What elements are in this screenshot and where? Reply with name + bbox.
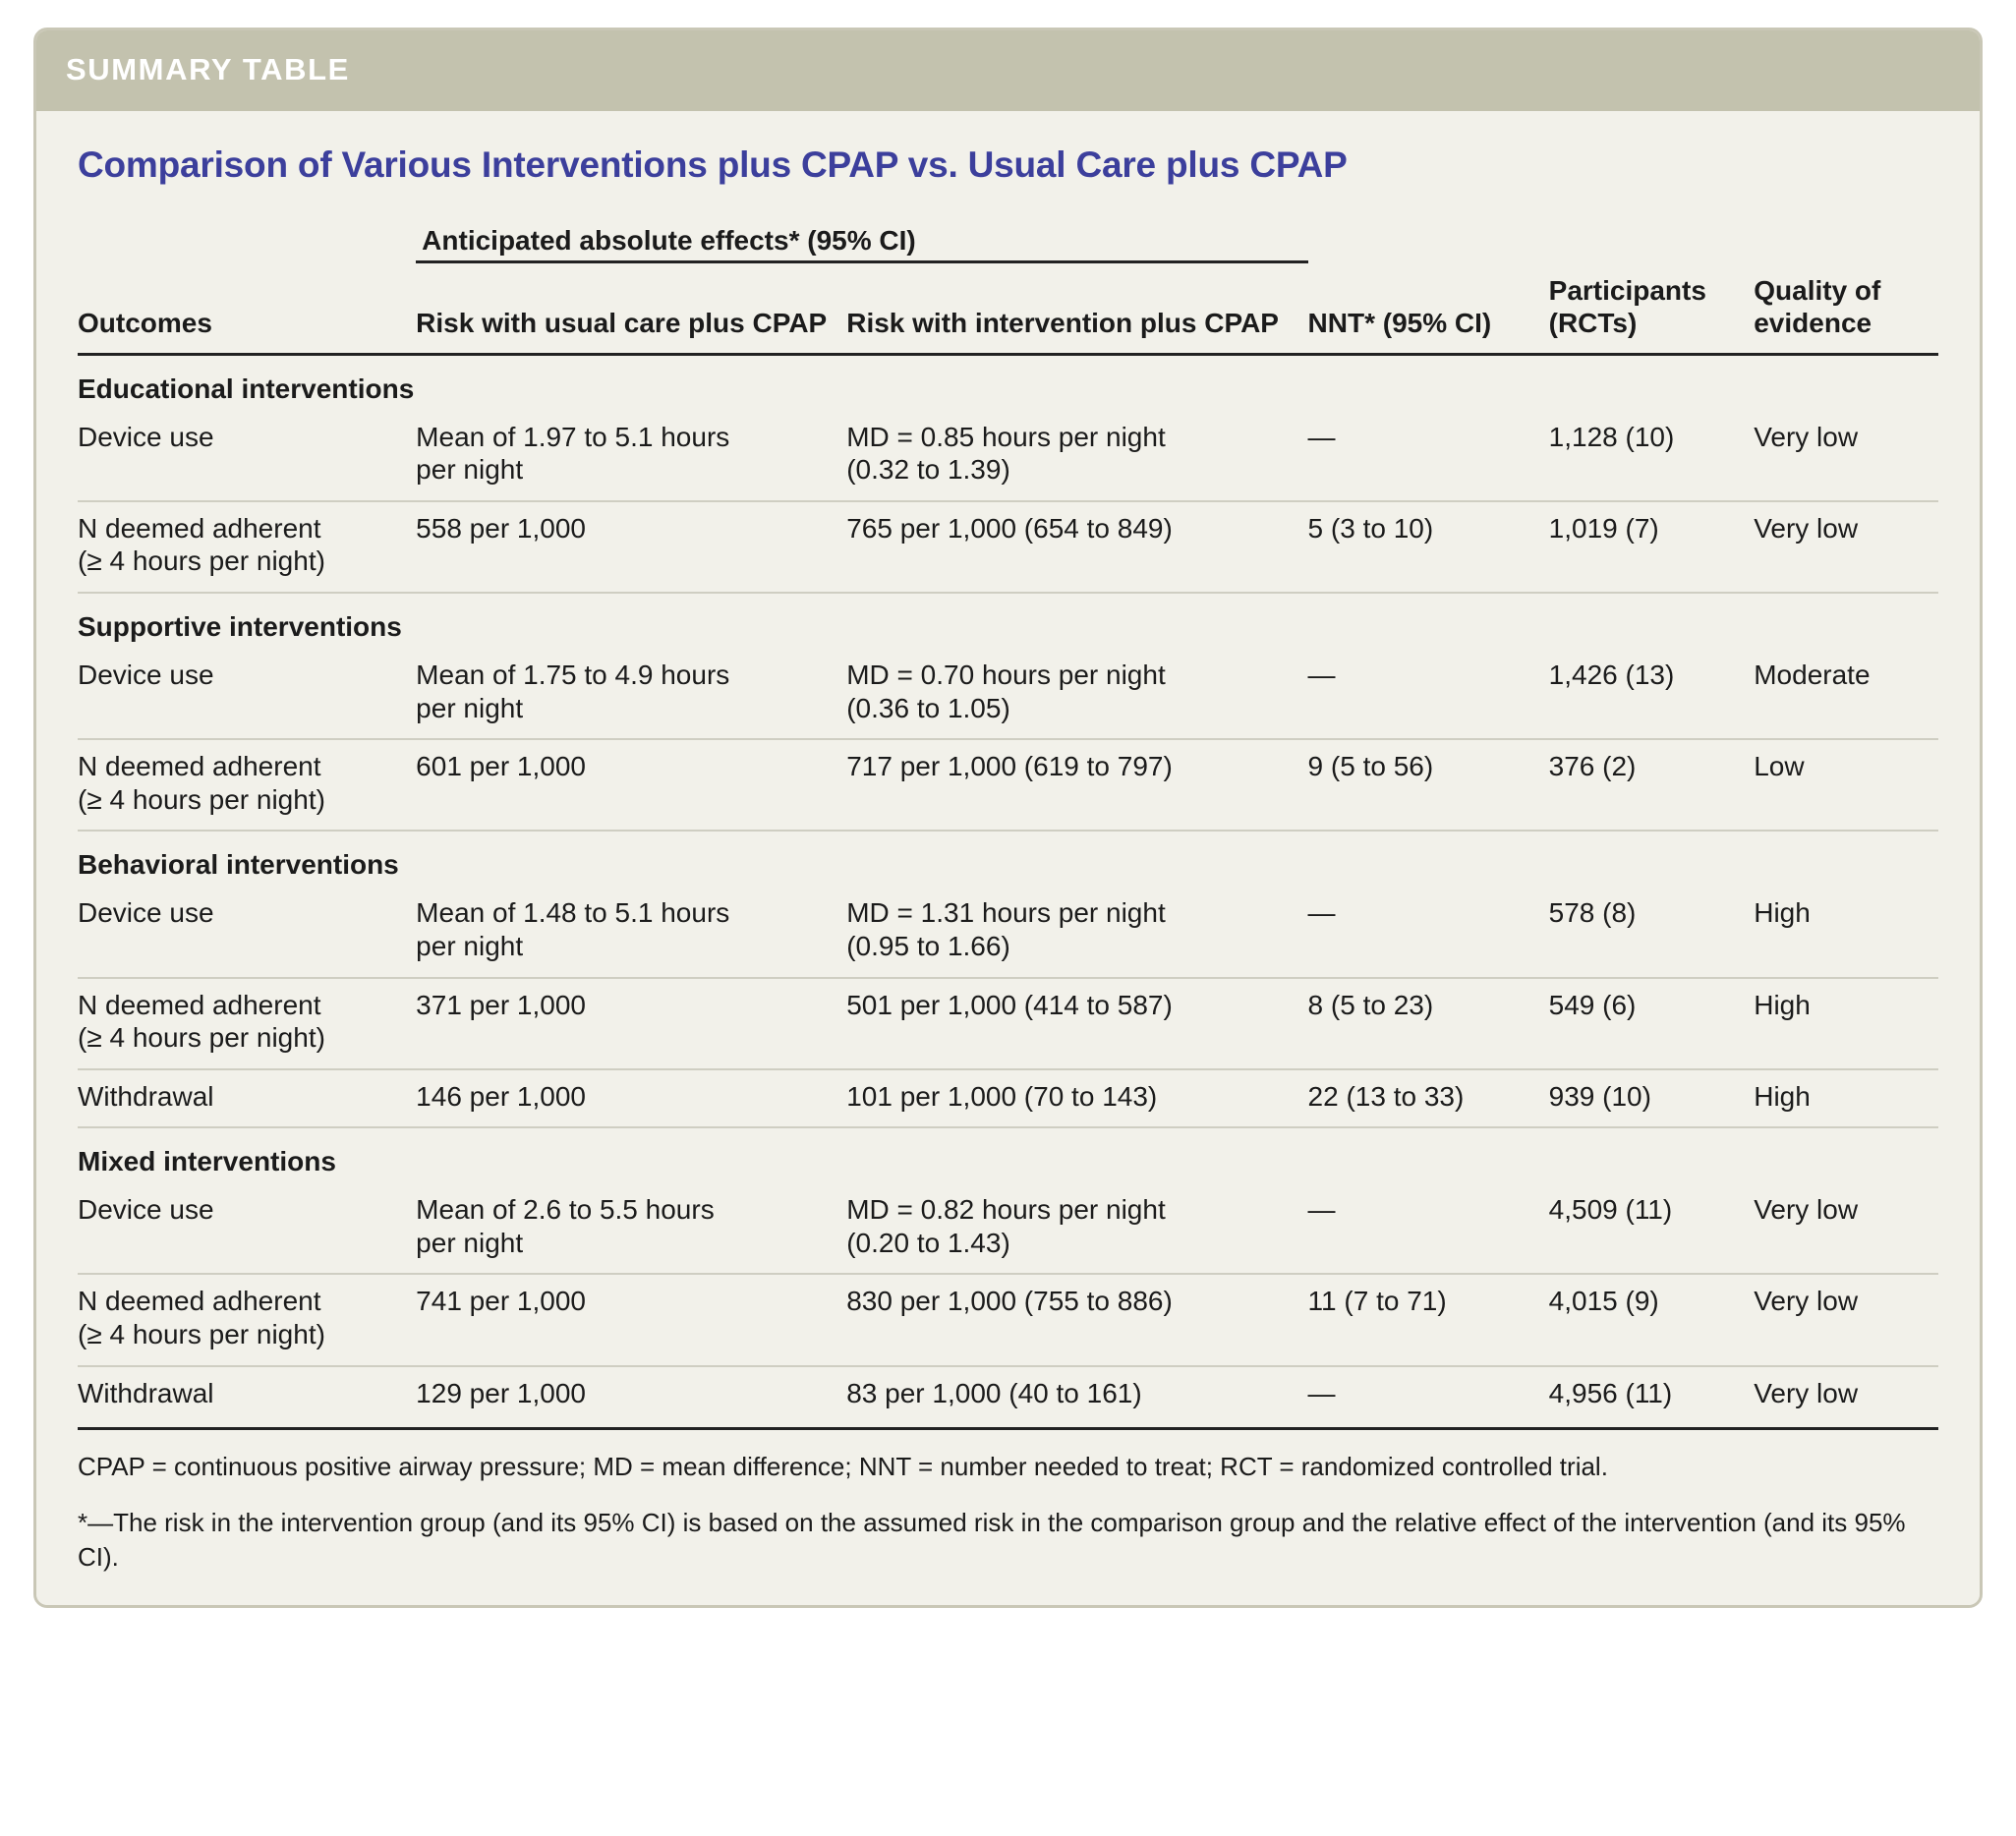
cell-participants: 939 (10)	[1548, 1080, 1651, 1112]
outcome-line2: (≥ 4 hours per night)	[78, 545, 325, 577]
table-row	[78, 501, 1938, 592]
cell-participants: 578 (8)	[1548, 897, 1637, 929]
cell-risk-usual	[416, 501, 846, 592]
cell-quality: Very low	[1754, 512, 1859, 544]
cell-participants: 4,956 (11)	[1548, 1377, 1673, 1408]
outcome-line1: N deemed adherent	[78, 989, 321, 1020]
cell-participants: 1,426 (13)	[1548, 659, 1675, 690]
section-header-row	[78, 593, 1938, 649]
column-header-quality-line2: evidence	[1754, 307, 1872, 338]
page-title: Comparison of Various Interventions plus CPAP vs. Usual Care plus CPAP	[78, 144, 1348, 185]
cell-nnt: 11 (7 to 71)	[1307, 1286, 1447, 1317]
cell-quality: Very low	[1754, 1194, 1859, 1226]
spanner-anticipated-effects: Anticipated absolute effects* (95% CI)	[416, 219, 1307, 262]
table-spanner-row	[78, 219, 1938, 262]
cell-outcome	[78, 1274, 416, 1364]
cell-nnt: —	[1307, 897, 1336, 929]
section-header-row	[78, 354, 1938, 411]
spanner-spacer-3	[1549, 219, 1755, 262]
cell-quality: High	[1754, 989, 1811, 1020]
cell-quality: Very low	[1754, 1286, 1859, 1317]
cell-risk-usual	[416, 411, 846, 500]
abbreviations-note: CPAP = continuous positive airway pressure; MD = mean difference; NNT = number needed to treat; RCT = randomized controlled trial.	[78, 1452, 1608, 1482]
risk-int-line1: 501 per 1,000 (414 to 587)	[846, 989, 1173, 1020]
footnote-asterisk: *—The risk in the intervention group (and its 95% CI) is based on the assumed risk in the comparison group and the relative effect of the intervention (and its 95% CI).	[78, 1508, 1906, 1573]
cell-risk-intervention	[846, 501, 1307, 592]
outcome-line1: N deemed adherent	[78, 512, 321, 544]
cell-participants: 4,509 (11)	[1548, 1194, 1673, 1226]
cell-risk-usual	[416, 887, 846, 976]
table-row	[78, 649, 1938, 738]
outcome-line1: Withdrawal	[78, 1377, 214, 1408]
column-header-quality-line1: Quality of	[1754, 274, 1881, 306]
table-row	[78, 1069, 1938, 1127]
cell-outcome	[78, 1366, 416, 1424]
cell-quality: High	[1754, 897, 1811, 929]
table-row	[78, 739, 1938, 830]
cell-risk-intervention	[846, 411, 1307, 500]
outcome-line1: N deemed adherent	[78, 751, 321, 782]
summary-table-banner	[36, 30, 1980, 111]
outcome-line1: Device use	[78, 897, 214, 929]
section-title: Behavioral interventions	[78, 849, 399, 881]
risk-usual-line1: Mean of 1.97 to 5.1 hours	[416, 421, 730, 452]
cell-risk-intervention	[846, 1274, 1307, 1364]
risk-usual-line2: per night	[416, 692, 524, 723]
cell-quality: Very low	[1754, 1377, 1859, 1408]
spanner-spacer	[78, 219, 416, 262]
risk-usual-line2: per night	[416, 930, 524, 961]
cell-risk-usual	[416, 739, 846, 830]
summary-table-card	[33, 28, 1983, 1608]
banner-label: SUMMARY TABLE	[66, 52, 350, 86]
outcome-line2: (≥ 4 hours per night)	[78, 1022, 325, 1054]
column-header-quality	[1754, 262, 1938, 355]
spanner-spacer-2	[1308, 219, 1549, 262]
risk-usual-line1: 601 per 1,000	[416, 751, 586, 782]
cell-nnt: 9 (5 to 56)	[1307, 751, 1434, 782]
column-header-risk-usual-care: Risk with usual care plus CPAP	[416, 307, 828, 338]
section-title: Mixed interventions	[78, 1146, 336, 1177]
table-row	[78, 411, 1938, 500]
risk-usual-line1: 371 per 1,000	[416, 989, 586, 1020]
table-row	[78, 978, 1938, 1068]
spanner-spacer-4	[1754, 219, 1938, 262]
section-title: Supportive interventions	[78, 610, 402, 642]
cell-nnt: 5 (3 to 10)	[1307, 512, 1434, 544]
cell-outcome	[78, 649, 416, 738]
table-row	[78, 1183, 1938, 1273]
risk-usual-line2: per night	[416, 454, 524, 486]
risk-int-line1: 717 per 1,000 (619 to 797)	[846, 751, 1173, 782]
risk-usual-line1: Mean of 1.48 to 5.1 hours	[416, 897, 730, 929]
risk-int-line1: 101 per 1,000 (70 to 143)	[846, 1080, 1158, 1112]
risk-int-line1: MD = 0.82 hours per night	[846, 1194, 1166, 1226]
risk-int-line2: (0.36 to 1.05)	[846, 692, 1010, 723]
cell-risk-intervention	[846, 1069, 1307, 1127]
cell-risk-usual	[416, 1366, 846, 1424]
cell-quality: Low	[1754, 751, 1805, 782]
outcome-line1: Device use	[78, 1194, 214, 1226]
outcome-line1: Device use	[78, 659, 214, 690]
cell-risk-usual	[416, 649, 846, 738]
column-header-nnt: NNT* (95% CI)	[1307, 307, 1492, 338]
cell-outcome	[78, 1069, 416, 1127]
risk-int-line1: MD = 0.70 hours per night	[846, 659, 1166, 690]
cell-participants: 376 (2)	[1548, 751, 1637, 782]
cell-nnt: 8 (5 to 23)	[1307, 989, 1434, 1020]
cell-nnt: —	[1307, 659, 1336, 690]
risk-usual-line1: Mean of 2.6 to 5.5 hours	[416, 1194, 715, 1226]
risk-int-line1: 830 per 1,000 (755 to 886)	[846, 1286, 1173, 1317]
cell-quality: Moderate	[1754, 659, 1871, 690]
cell-risk-usual	[416, 1274, 846, 1364]
cell-participants: 1,128 (10)	[1548, 421, 1675, 452]
cell-risk-intervention	[846, 1183, 1307, 1273]
risk-usual-line2: per night	[416, 1227, 524, 1258]
cell-outcome	[78, 739, 416, 830]
section-header-row	[78, 1127, 1938, 1183]
table-footer	[78, 1427, 1938, 1575]
cell-outcome	[78, 978, 416, 1068]
risk-usual-line1: 129 per 1,000	[416, 1377, 586, 1408]
cell-nnt: —	[1307, 1377, 1336, 1408]
outcome-line2: (≥ 4 hours per night)	[78, 783, 325, 815]
risk-int-line2: (0.32 to 1.39)	[846, 454, 1010, 486]
column-header-participants-line2: (RCTs)	[1548, 307, 1638, 338]
table-row	[78, 1274, 1938, 1364]
column-header-participants-line1: Participants	[1548, 274, 1706, 306]
cell-risk-intervention	[846, 978, 1307, 1068]
risk-int-line1: 765 per 1,000 (654 to 849)	[846, 512, 1173, 544]
outcome-line1: Device use	[78, 421, 214, 452]
cell-nnt: —	[1307, 421, 1336, 452]
table-header-row	[78, 262, 1938, 355]
cell-nnt: 22 (13 to 33)	[1307, 1080, 1465, 1112]
risk-usual-line1: 558 per 1,000	[416, 512, 586, 544]
column-header-risk-intervention: Risk with intervention plus CPAP	[846, 307, 1279, 338]
cell-participants: 4,015 (9)	[1548, 1286, 1659, 1317]
section-title: Educational interventions	[78, 373, 415, 404]
cell-risk-intervention	[846, 887, 1307, 976]
table-row	[78, 1366, 1938, 1424]
risk-int-line1: MD = 0.85 hours per night	[846, 421, 1166, 452]
cell-outcome	[78, 501, 416, 592]
outcome-line2: (≥ 4 hours per night)	[78, 1319, 325, 1350]
cell-outcome	[78, 411, 416, 500]
column-header-outcomes: Outcomes	[78, 307, 212, 338]
cell-outcome	[78, 1183, 416, 1273]
cell-participants: 549 (6)	[1548, 989, 1637, 1020]
section-header-row	[78, 831, 1938, 887]
outcome-line1: Withdrawal	[78, 1080, 214, 1112]
cell-risk-usual	[416, 1183, 846, 1273]
cell-risk-usual	[416, 978, 846, 1068]
table-body	[36, 111, 1980, 1605]
cell-outcome	[78, 887, 416, 976]
cell-risk-intervention	[846, 649, 1307, 738]
risk-int-line1: MD = 1.31 hours per night	[846, 897, 1166, 929]
cell-quality: High	[1754, 1080, 1811, 1112]
comparison-table	[78, 219, 1938, 1423]
risk-int-line2: (0.20 to 1.43)	[846, 1227, 1010, 1258]
risk-usual-line1: 741 per 1,000	[416, 1286, 586, 1317]
table-row	[78, 887, 1938, 976]
cell-participants: 1,019 (7)	[1548, 512, 1659, 544]
cell-risk-usual	[416, 1069, 846, 1127]
cell-risk-intervention	[846, 739, 1307, 830]
risk-usual-line1: 146 per 1,000	[416, 1080, 586, 1112]
column-header-participants	[1549, 262, 1755, 355]
risk-int-line1: 83 per 1,000 (40 to 161)	[846, 1377, 1142, 1408]
cell-nnt: —	[1307, 1194, 1336, 1226]
outcome-line1: N deemed adherent	[78, 1286, 321, 1317]
cell-risk-intervention	[846, 1366, 1307, 1424]
cell-quality: Very low	[1754, 421, 1859, 452]
risk-int-line2: (0.95 to 1.66)	[846, 930, 1010, 961]
risk-usual-line1: Mean of 1.75 to 4.9 hours	[416, 659, 730, 690]
